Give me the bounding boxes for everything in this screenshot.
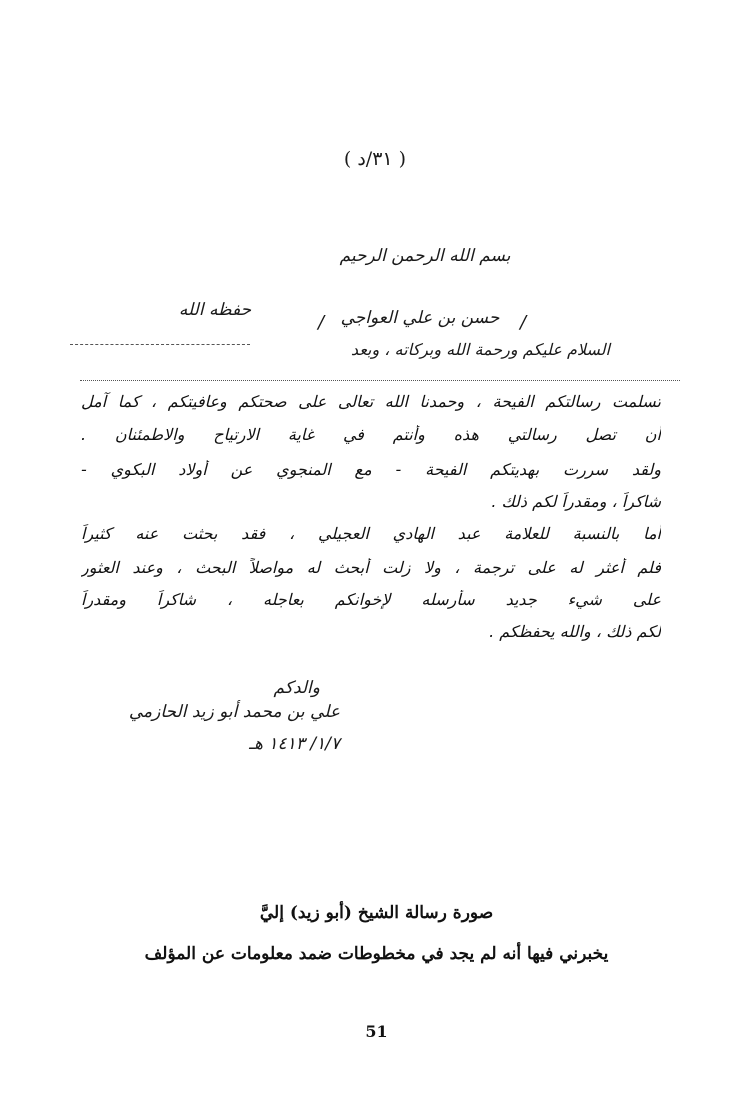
signature-name: علي بن محمد أبو زيد الحازمي xyxy=(128,702,340,722)
letter-line: أما بالنسبة للعلامة عبد الهادي العجيلي ، فقد بحثت عنه كثيراً xyxy=(81,524,661,543)
dotted-rule xyxy=(80,380,680,381)
letter-line: فلم أعثر له على ترجمة ، ولا زلت أبحث له مواصلاً البحث ، وعند العثور xyxy=(81,558,661,577)
closing: والدكم xyxy=(273,678,320,698)
recipient-slash-2: / xyxy=(318,312,325,333)
caption-subtitle: يخبرني فيها أنه لم يجد في مخطوطات ضمد معلومات عن المؤلف xyxy=(144,944,609,964)
recipient-title: حفظه الله xyxy=(178,300,252,320)
dashed-rule xyxy=(70,344,250,345)
letter-line: لكم ذلك ، والله يحفظكم . xyxy=(489,622,661,641)
letter-line: شاكراً ، ومقدراً لكم ذلك . xyxy=(491,492,661,511)
reference-number: ( ٣١/د ) xyxy=(343,148,407,170)
letter-line: تسلمت رسالتكم الفيحة ، وحمدنا الله تعالى على صحتكم وعافيتكم ، كما آمل xyxy=(81,392,661,411)
page-number: 51 xyxy=(365,1022,388,1041)
letter-line: على شيء جديد سأرسله لإخوانكم بعاجله ، شاكراً ومقدراً xyxy=(81,590,661,609)
recipient-slash: / xyxy=(520,312,527,333)
recipient-name: حسن بن علي العواجي xyxy=(340,308,500,328)
basmala: بسم الله الرحمن الرحيم xyxy=(339,246,511,266)
greeting: السلام عليكم ورحمة الله وبركاته ، وبعد xyxy=(350,340,610,359)
letter-line: ولقد سررت بهديتكم الفيحة - مع المنجوي عن أولاد البكوي - xyxy=(81,460,661,479)
letter-line: أن تصل رسالتي هذه وأنتم في غاية الارتياح والاطمئنان . xyxy=(81,425,661,444)
signature-date: ١/٧/ ١٤١٣ هـ xyxy=(248,734,340,754)
caption-title: صورة رسالة الشيخ (أبو زيد) إليَّ xyxy=(259,903,494,923)
